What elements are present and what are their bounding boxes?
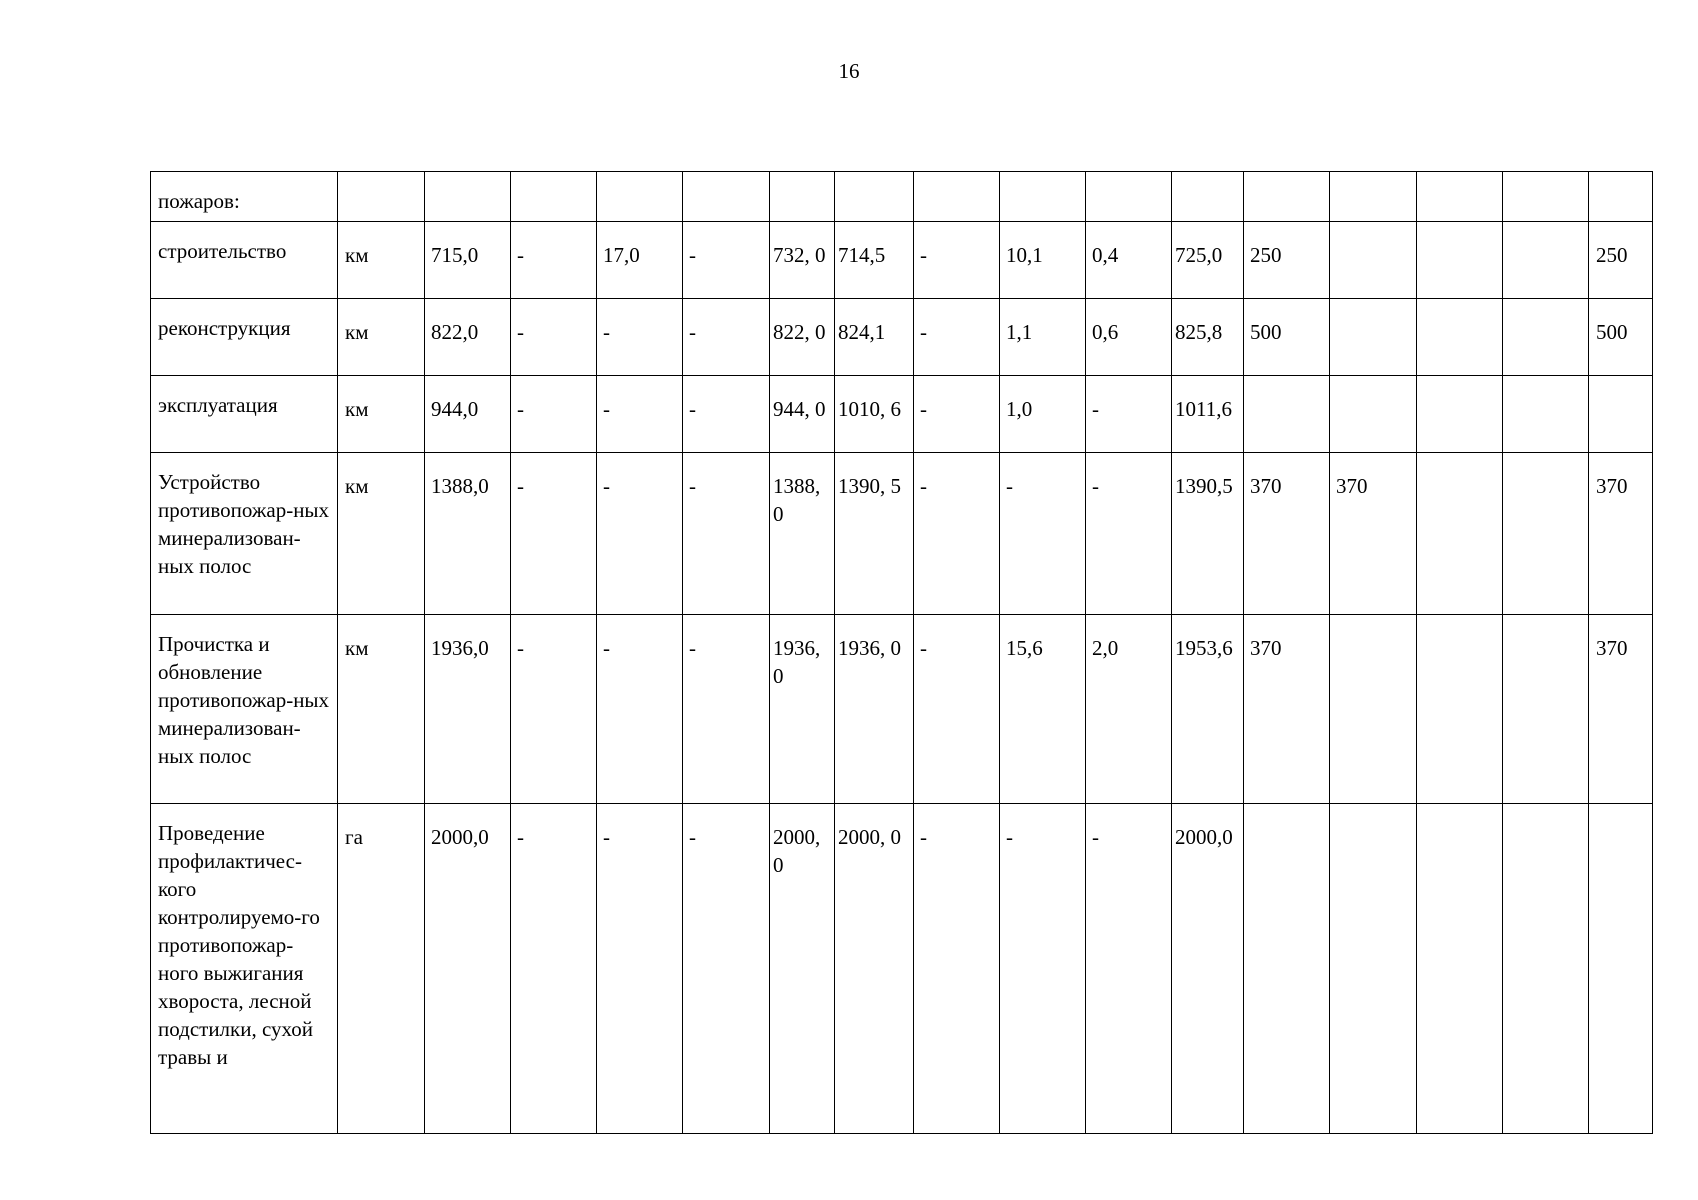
table-cell-value [1417, 172, 1503, 222]
table-cell-unit: км [338, 615, 425, 804]
table-cell-value: 1390, 5 [835, 453, 914, 615]
table-cell-value: 370 [1589, 615, 1653, 804]
table-cell-value: 732, 0 [770, 222, 835, 299]
table-cell-unit [338, 172, 425, 222]
table-cell-value [1503, 615, 1589, 804]
table-cell-value [1503, 222, 1589, 299]
table-cell-value [1172, 172, 1244, 222]
table-cell-value: 944, 0 [770, 376, 835, 453]
table-cell-value: 822,0 [425, 299, 511, 376]
table-cell-value [1244, 804, 1330, 1134]
table-cell-value [511, 172, 597, 222]
table-cell-value: 0,6 [1086, 299, 1172, 376]
table-cell-value [1417, 376, 1503, 453]
table-cell-unit: км [338, 222, 425, 299]
table-cell-value [1330, 299, 1417, 376]
table-cell-value: 822, 0 [770, 299, 835, 376]
table-cell-value: 370 [1244, 453, 1330, 615]
table-cell-value: - [914, 804, 1000, 1134]
table-cell-value [1330, 804, 1417, 1134]
table-cell-value [1244, 172, 1330, 222]
table-cell-value [1417, 804, 1503, 1134]
table-cell-value [1503, 299, 1589, 376]
table-cell-value: - [914, 222, 1000, 299]
table-cell-value [1503, 376, 1589, 453]
table-cell-value: - [597, 299, 683, 376]
table-cell-value: 1,0 [1000, 376, 1086, 453]
table-row [151, 172, 1653, 222]
table-cell-value [1000, 172, 1086, 222]
table-cell-value: - [511, 453, 597, 615]
table-cell-unit: га [338, 804, 425, 1134]
table-cell-value: 2000, 0 [835, 804, 914, 1134]
table-cell-value: 500 [1244, 299, 1330, 376]
table-cell-value: - [511, 222, 597, 299]
table-cell-value: - [597, 615, 683, 804]
table-cell-value [1503, 453, 1589, 615]
table-cell-name: Устройство противопожар-ных минерализован-ных полос [151, 453, 338, 615]
table-cell-value: 250 [1244, 222, 1330, 299]
table-cell-value: 1936, 0 [835, 615, 914, 804]
table-cell-value: 944,0 [425, 376, 511, 453]
table-cell-value: - [683, 376, 770, 453]
table-cell-value: - [511, 299, 597, 376]
table-cell-value: 2,0 [1086, 615, 1172, 804]
table-cell-value: 1936, 0 [770, 615, 835, 804]
page-number: 16 [838, 59, 860, 83]
table-cell-value [835, 172, 914, 222]
data-table [150, 171, 1653, 1134]
table-cell-value: - [597, 376, 683, 453]
table-cell-value [1589, 804, 1653, 1134]
table-cell-value [914, 172, 1000, 222]
table-cell-value: - [683, 615, 770, 804]
table-row [151, 222, 1653, 299]
table-cell-value [1503, 804, 1589, 1134]
table-cell-unit: км [338, 376, 425, 453]
table-cell-value: 1,1 [1000, 299, 1086, 376]
table-cell-value: 250 [1589, 222, 1653, 299]
table-cell-value [425, 172, 511, 222]
table-cell-value [1330, 376, 1417, 453]
table-cell-value [1417, 453, 1503, 615]
table-cell-value: - [1086, 804, 1172, 1134]
table-cell-value: - [914, 299, 1000, 376]
table-cell-value: - [597, 453, 683, 615]
table-cell-value: - [683, 804, 770, 1134]
table-row [151, 299, 1653, 376]
table-cell-value [683, 172, 770, 222]
table-cell-value [1330, 172, 1417, 222]
table-cell-name: пожаров: [151, 172, 338, 222]
table-cell-value: 17,0 [597, 222, 683, 299]
table-cell-name: строительство [151, 222, 338, 299]
table-cell-value [1589, 376, 1653, 453]
table-cell-value: 2000,0 [1172, 804, 1244, 1134]
table-cell-value [1417, 615, 1503, 804]
table-cell-value [1330, 615, 1417, 804]
table-cell-name: реконструкция [151, 299, 338, 376]
table-cell-name: Прочистка и обновление противопожар-ных минерализован-ных полос [151, 615, 338, 804]
table-cell-value: - [511, 804, 597, 1134]
table-cell-value [1503, 172, 1589, 222]
table-cell-value: - [511, 376, 597, 453]
table-cell-value: - [1086, 376, 1172, 453]
table-cell-value: - [1000, 453, 1086, 615]
table-cell-value: 825,8 [1172, 299, 1244, 376]
table-row [151, 615, 1653, 804]
table-cell-value: 824,1 [835, 299, 914, 376]
table-cell-value: 1011,6 [1172, 376, 1244, 453]
table-cell-value [1086, 172, 1172, 222]
table-cell-value: - [914, 453, 1000, 615]
table-cell-value [1589, 172, 1653, 222]
table-cell-value: 1388,0 [425, 453, 511, 615]
table-cell-value: 1010, 6 [835, 376, 914, 453]
table-cell-value: 0,4 [1086, 222, 1172, 299]
table-cell-value: - [1000, 804, 1086, 1134]
table-cell-value [1330, 222, 1417, 299]
table-cell-value: 1953,6 [1172, 615, 1244, 804]
table-cell-value: - [1086, 453, 1172, 615]
table-cell-value: 715,0 [425, 222, 511, 299]
table-cell-value: - [597, 804, 683, 1134]
table-cell-value: - [683, 299, 770, 376]
table-row [151, 804, 1653, 1134]
table-cell-name: Проведение профилактичес-кого контролируемо-го противопожар-ного выжигания хвороста, лесной подстилки, сухой травы и [151, 804, 338, 1134]
table-cell-value: - [683, 222, 770, 299]
table-cell-value [597, 172, 683, 222]
table-cell-value: - [914, 376, 1000, 453]
table-cell-value: - [914, 615, 1000, 804]
table-cell-value: 370 [1330, 453, 1417, 615]
table-cell-value [1244, 376, 1330, 453]
table-cell-value: 1388, 0 [770, 453, 835, 615]
table-cell-value [770, 172, 835, 222]
table-cell-unit: км [338, 453, 425, 615]
table-cell-value: 1390,5 [1172, 453, 1244, 615]
table-cell-value [1417, 299, 1503, 376]
table-cell-value: - [511, 615, 597, 804]
table-row [151, 453, 1653, 615]
table-cell-value: 500 [1589, 299, 1653, 376]
table-cell-value: 2000, 0 [770, 804, 835, 1134]
table-cell-value: 370 [1589, 453, 1653, 615]
table-cell-value [1417, 222, 1503, 299]
table-row [151, 376, 1653, 453]
table-cell-unit: км [338, 299, 425, 376]
table-cell-value: 370 [1244, 615, 1330, 804]
table-cell-value: 10,1 [1000, 222, 1086, 299]
table-cell-value: 725,0 [1172, 222, 1244, 299]
table-cell-value: - [683, 453, 770, 615]
table-cell-value: 1936,0 [425, 615, 511, 804]
table-cell-value: 714,5 [835, 222, 914, 299]
table-cell-name: эксплуатация [151, 376, 338, 453]
table-cell-value: 2000,0 [425, 804, 511, 1134]
table-cell-value: 15,6 [1000, 615, 1086, 804]
